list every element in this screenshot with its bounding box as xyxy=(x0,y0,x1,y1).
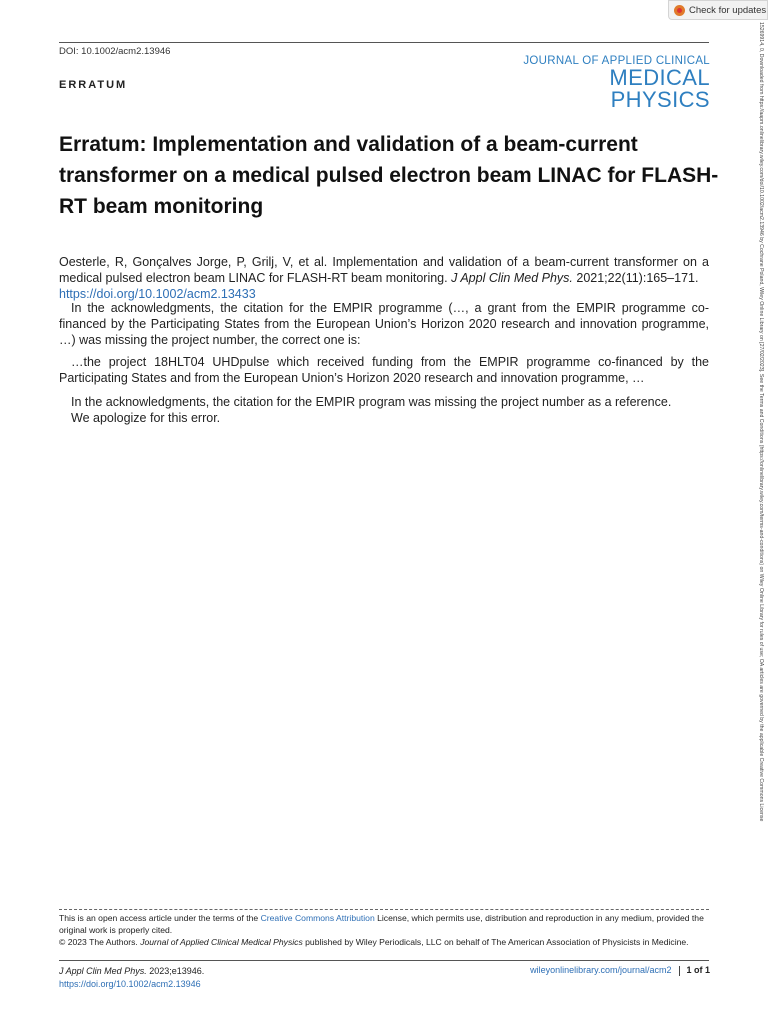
check-for-updates-button[interactable] xyxy=(668,0,768,20)
article-type: ERRATUM xyxy=(59,79,128,91)
citation-volume: 2021;22(11):165–171. xyxy=(572,271,699,285)
crossmark-icon xyxy=(674,5,685,16)
journal-logo-line1: JOURNAL OF APPLIED CLINICAL xyxy=(523,55,710,67)
check-for-updates-label: Check for updates xyxy=(689,4,767,16)
cc-license-link[interactable]: Creative Commons Attribution xyxy=(260,913,375,923)
footer-left xyxy=(59,965,204,991)
journal-logo xyxy=(515,55,710,111)
footer-right xyxy=(440,965,710,976)
copyright-journal: Journal of Applied Clinical Medical Physics xyxy=(140,937,303,947)
download-notice: 15269914, 0, Downloaded from https://aapm.onlinelibrary.wiley.com/doi/10.1002/acm2.13946 by Cochrane Poland, Wiley Online Library on [27/02/2023]. See the Terms and Conditions (https://onlinelibrary.wiley.com/terms-and-conditions) on Wiley Online Library for rules of use; OA articles are governed by the applicable Creative Commons License xyxy=(758,22,764,822)
doi-label: DOI: 10.1002/acm2.13946 xyxy=(59,46,171,57)
header-rule xyxy=(59,42,709,43)
copyright-post: published by Wiley Periodicals, LLC on behalf of The American Association of Physicists in Medicine. xyxy=(302,937,689,947)
page-number: 1 of 1 xyxy=(686,965,710,975)
copyright-pre: © 2023 The Authors. xyxy=(59,937,141,947)
footnote-divider xyxy=(59,909,709,910)
body-paragraph-2: In the acknowledgments, the citation for the EMPIR program was missing the project number as a reference. xyxy=(71,395,672,409)
download-sidebar xyxy=(755,22,765,1002)
footer-journal: J Appl Clin Med Phys. xyxy=(59,966,147,976)
footer-article-id: 2023;e13946. xyxy=(146,966,205,976)
body-paragraph-1: In the acknowledgments, the citation for the EMPIR programme (…, a grant from the EMPIR programme co-financed by the Participating States from the European Union’s Horizon 2020 research and innovation programme, …) was missing the project number, the correct one is: xyxy=(59,301,709,347)
license-text-pre: This is an open access article under the terms of the xyxy=(59,913,261,923)
license-text-post: License, which permits use, distribution and reproduction in any medium, provided the original work is properly cited. xyxy=(59,913,704,935)
article-title: Erratum: Implementation and validation of a beam-current transformer on a medical pulsed electron beam LINAC for FLASH-RT beam monitoring xyxy=(59,133,719,218)
footer-doi-link[interactable]: https://doi.org/10.1002/acm2.13946 xyxy=(59,979,201,989)
footnote xyxy=(59,912,711,948)
footer-separator xyxy=(679,966,680,976)
journal-logo-line2: MEDICAL PHYSICS xyxy=(609,65,710,112)
citation-doi-link[interactable]: https://doi.org/10.1002/acm2.13433 xyxy=(59,287,256,301)
body-paragraph-3: We apologize for this error. xyxy=(71,411,221,425)
copyright-note xyxy=(59,936,711,948)
citation-text: Oesterle, R, Gonçalves Jorge, P, Grilj, V, et al. Implementation and validation of a beam-current transformer on a medical pulsed electron beam LINAC for FLASH-RT beam monitoring. xyxy=(59,255,709,285)
citation-journal: J Appl Clin Med Phys. xyxy=(451,271,573,285)
license-note xyxy=(59,912,711,936)
journal-site-link[interactable]: wileyonlinelibrary.com/journal/acm2 xyxy=(530,965,672,975)
footer-rule xyxy=(59,960,709,961)
correction-quote: …the project 18HLT04 UHDpulse which received funding from the EMPIR programme co-financed by the Participating States and from the European Union’s Horizon 2020 research and innovation programme, … xyxy=(59,355,709,385)
citation xyxy=(59,254,709,302)
